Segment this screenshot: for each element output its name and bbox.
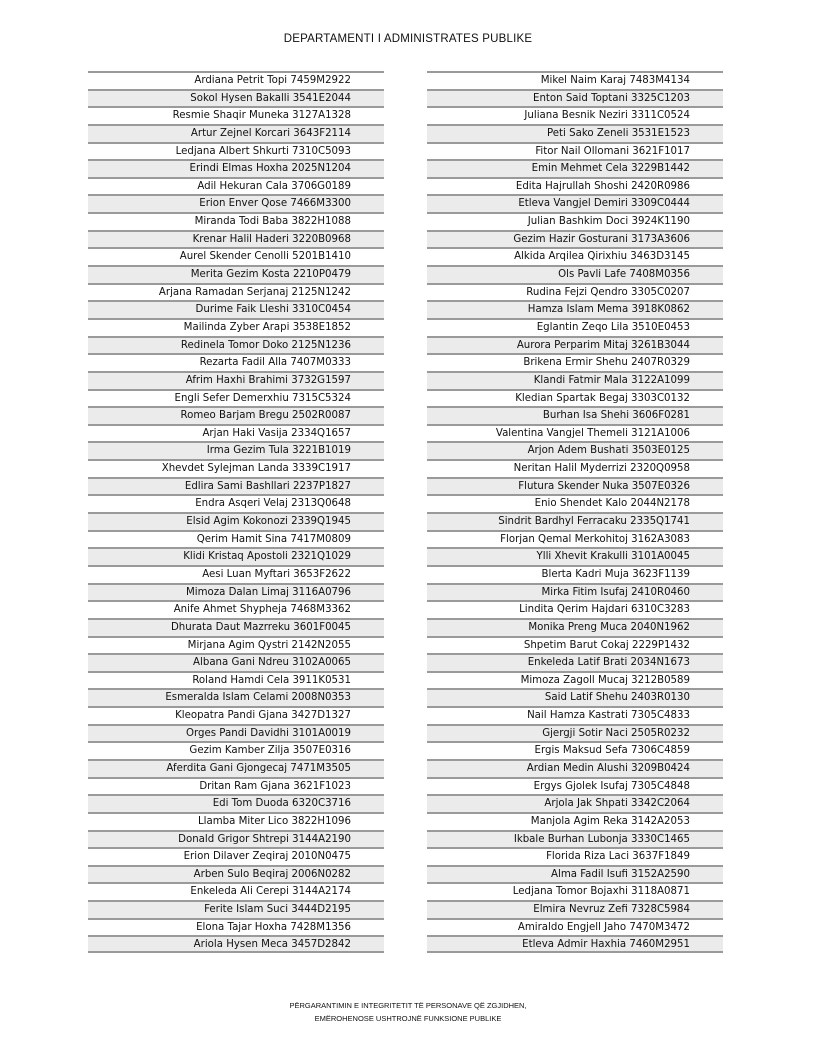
- list-item: Alma Fadil Isufi 3152A2590: [427, 865, 723, 883]
- list-item: Amiraldo Engjell Jaho 7470M3472: [427, 918, 723, 936]
- list-item: Elmira Nevruz Zefi 7328C5984: [427, 900, 723, 918]
- list-item: Brikena Ermir Shehu 2407R0329: [427, 353, 723, 371]
- list-item: Donald Grigor Shtrepi 3144A2190: [88, 830, 384, 848]
- list-item: Artur Zejnel Korcari 3643F2114: [88, 124, 384, 142]
- list-item: Erion Enver Qose 7466M3300: [88, 194, 384, 212]
- list-item: Klidi Kristaq Apostoli 2321Q1029: [88, 547, 384, 565]
- list-item: Durime Faik Lleshi 3310C0454: [88, 300, 384, 318]
- list-item: Peti Sako Zeneli 3531E1523: [427, 124, 723, 142]
- list-item: Shpetim Barut Cokaj 2229P1432: [427, 636, 723, 654]
- list-item: Aferdita Gani Gjongecaj 7471M3505: [88, 759, 384, 777]
- list-item: Arjan Haki Vasija 2334Q1657: [88, 424, 384, 442]
- list-item: Emin Mehmet Cela 3229B1442: [427, 159, 723, 177]
- list-item: Enio Shendet Kalo 2044N2178: [427, 494, 723, 512]
- list-item: Ylli Xhevit Krakulli 3101A0045: [427, 547, 723, 565]
- list-item: Mirjana Agim Qystri 2142N2055: [88, 636, 384, 654]
- list-item: Afrim Haxhi Brahimi 3732G1597: [88, 371, 384, 389]
- list-item: Edita Hajrullah Shoshi 2420R0986: [427, 177, 723, 195]
- list-item: Erion Dilaver Zeqiraj 2010N0475: [88, 847, 384, 865]
- list-item: Dhurata Daut Mazrreku 3601F0045: [88, 618, 384, 636]
- list-item: Neritan Halil Myderrizi 2320Q0958: [427, 459, 723, 477]
- list-item: Ikbale Burhan Lubonja 3330C1465: [427, 830, 723, 848]
- list-item: Esmeralda Islam Celami 2008N0353: [88, 688, 384, 706]
- right-name-list: [427, 71, 723, 953]
- list-item: Endra Asqeri Velaj 2313Q0648: [88, 494, 384, 512]
- list-item: Etleva Admir Haxhia 7460M2951: [427, 935, 723, 953]
- list-item: Elona Tajar Hoxha 7428M1356: [88, 918, 384, 936]
- list-item: Irma Gezim Tula 3221B1019: [88, 441, 384, 459]
- list-item: Romeo Barjam Bregu 2502R0087: [88, 406, 384, 424]
- list-item: Edlira Sami Bashllari 2237P1827: [88, 477, 384, 495]
- list-item: Arben Sulo Beqiraj 2006N0282: [88, 865, 384, 883]
- list-item: Gezim Kamber Zilja 3507E0316: [88, 741, 384, 759]
- list-item: Julian Bashkim Doci 3924K1190: [427, 212, 723, 230]
- list-item: Rudina Fejzi Qendro 3305C0207: [427, 283, 723, 301]
- list-item: Enkeleda Latif Brati 2034N1673: [427, 653, 723, 671]
- list-item: Aurel Skender Cenolli 5201B1410: [88, 247, 384, 265]
- list-item: Nail Hamza Kastrati 7305C4833: [427, 706, 723, 724]
- list-item: Llamba Miter Lico 3822H1096: [88, 812, 384, 830]
- list-item: Arjola Jak Shpati 3342C2064: [427, 794, 723, 812]
- list-item: Aurora Perparim Mitaj 3261B3044: [427, 336, 723, 354]
- list-item: Monika Preng Muca 2040N1962: [427, 618, 723, 636]
- list-item: Roland Hamdi Cela 3911K0531: [88, 671, 384, 689]
- list-item: Burhan Isa Shehi 3606F0281: [427, 406, 723, 424]
- list-item: Engli Sefer Demerxhiu 7315C5324: [88, 389, 384, 407]
- list-item: Mimoza Zagoll Mucaj 3212B0589: [427, 671, 723, 689]
- list-item: Albana Gani Ndreu 3102A0065: [88, 653, 384, 671]
- list-item: Blerta Kadri Muja 3623F1139: [427, 565, 723, 583]
- list-item: Mikel Naim Karaj 7483M4134: [427, 71, 723, 89]
- list-item: Orges Pandi Davidhi 3101A0019: [88, 724, 384, 742]
- list-item: Gjergji Sotir Naci 2505R0232: [427, 724, 723, 742]
- list-item: Florjan Qemal Merkohitoj 3162A3083: [427, 530, 723, 548]
- footer-line-2: EMËROHENOSE USHTROJNË FUNKSIONE PUBLIKE: [314, 1013, 502, 1023]
- list-item: Krenar Halil Haderi 3220B0968: [88, 230, 384, 248]
- list-item: Edi Tom Duoda 6320C3716: [88, 794, 384, 812]
- list-item: Ols Pavli Lafe 7408M0356: [427, 265, 723, 283]
- list-item: Merita Gezim Kosta 2210P0479: [88, 265, 384, 283]
- list-item: Klandi Fatmir Mala 3122A1099: [427, 371, 723, 389]
- list-item: Flutura Skender Nuka 3507E0326: [427, 477, 723, 495]
- list-item: Enton Said Toptani 3325C1203: [427, 89, 723, 107]
- list-item: Mirka Fitim Isufaj 2410R0460: [427, 583, 723, 601]
- list-item: Ergis Maksud Sefa 7306C4859: [427, 741, 723, 759]
- list-item: Sokol Hysen Bakalli 3541E2044: [88, 89, 384, 107]
- list-item: Ardian Medin Alushi 3209B0424: [427, 759, 723, 777]
- list-item: Resmie Shaqir Muneka 3127A1328: [88, 106, 384, 124]
- list-item: Ergys Gjolek Isufaj 7305C4848: [427, 777, 723, 795]
- list-item: Qerim Hamit Sina 7417M0809: [88, 530, 384, 548]
- list-item: Erindi Elmas Hoxha 2025N1204: [88, 159, 384, 177]
- list-item: Anife Ahmet Shypheja 7468M3362: [88, 600, 384, 618]
- list-item: Aesi Luan Myftari 3653F2622: [88, 565, 384, 583]
- list-item: Hamza Islam Mema 3918K0862: [427, 300, 723, 318]
- list-item: Elsid Agim Kokonozi 2339Q1945: [88, 512, 384, 530]
- list-item: Ferite Islam Suci 3444D2195: [88, 900, 384, 918]
- list-item: Miranda Todi Baba 3822H1088: [88, 212, 384, 230]
- list-item: Rezarta Fadil Alla 7407M0333: [88, 353, 384, 371]
- list-item: Lindita Qerim Hajdari 6310C3283: [427, 600, 723, 618]
- footer-line-1: PËRGARANTIMIN E INTEGRITETIT TË PERSONAVE QË ZGJIDHEN,: [289, 1001, 527, 1010]
- list-item: Gezim Hazir Gosturani 3173A3606: [427, 230, 723, 248]
- list-item: Ledjana Albert Shkurti 7310C5093: [88, 142, 384, 160]
- list-item: Dritan Ram Gjana 3621F1023: [88, 777, 384, 795]
- list-item: Valentina Vangjel Themeli 3121A1006: [427, 424, 723, 442]
- list-item: Said Latif Shehu 2403R0130: [427, 688, 723, 706]
- list-item: Ariola Hysen Meca 3457D2842: [88, 935, 384, 953]
- list-item: Fitor Nail Ollomani 3621F1017: [427, 142, 723, 160]
- list-item: Arjon Adem Bushati 3503E0125: [427, 441, 723, 459]
- list-item: Mailinda Zyber Arapi 3538E1852: [88, 318, 384, 336]
- list-item: Mimoza Dalan Limaj 3116A0796: [88, 583, 384, 601]
- list-item: Arjana Ramadan Serjanaj 2125N1242: [88, 283, 384, 301]
- page-title: DEPARTAMENTI I ADMINISTRATES PUBLIKE: [283, 33, 533, 45]
- list-item: Florida Riza Laci 3637F1849: [427, 847, 723, 865]
- list-item: Kledian Spartak Begaj 3303C0132: [427, 389, 723, 407]
- list-item: Ardiana Petrit Topi 7459M2922: [88, 71, 384, 89]
- list-item: Redinela Tomor Doko 2125N1236: [88, 336, 384, 354]
- page-footer: [0, 1000, 816, 1025]
- list-item: Eglantin Zeqo Lila 3510E0453: [427, 318, 723, 336]
- list-item: Manjola Agim Reka 3142A2053: [427, 812, 723, 830]
- list-item: Etleva Vangjel Demiri 3309C0444: [427, 194, 723, 212]
- list-item: Enkeleda Ali Cerepi 3144A2174: [88, 882, 384, 900]
- list-item: Sindrit Bardhyl Ferracaku 2335Q1741: [427, 512, 723, 530]
- list-item: Juliana Besnik Neziri 3311C0524: [427, 106, 723, 124]
- left-name-list: [88, 71, 384, 953]
- list-item: Adil Hekuran Cala 3706G0189: [88, 177, 384, 195]
- list-item: Kleopatra Pandi Gjana 3427D1327: [88, 706, 384, 724]
- list-item: Alkida Arqilea Qirixhiu 3463D3145: [427, 247, 723, 265]
- list-item: Ledjana Tomor Bojaxhi 3118A0871: [427, 882, 723, 900]
- list-item: Xhevdet Sylejman Landa 3339C1917: [88, 459, 384, 477]
